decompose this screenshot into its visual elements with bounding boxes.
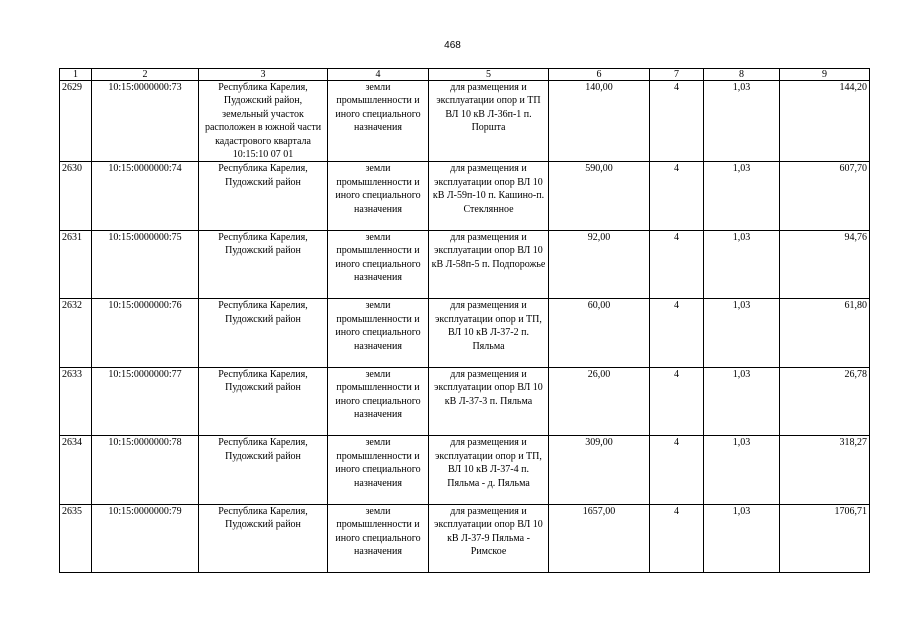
cadastral-number-cell: 10:15:0000000:77 xyxy=(92,367,199,436)
table-row xyxy=(60,367,870,436)
value-cell: 4 xyxy=(650,504,704,573)
value-cell: 4 xyxy=(650,230,704,299)
coefficient-cell: 1,03 xyxy=(704,367,780,436)
table-row xyxy=(60,299,870,368)
column-header: 6 xyxy=(549,69,650,81)
location-cell: Республика Карелия, Пудожский район, земельный участок расположен в южной части кадастрового квартала 10:15:10 07 01 xyxy=(199,81,328,162)
value-cell: 4 xyxy=(650,436,704,505)
row-number-cell: 2633 xyxy=(60,367,92,436)
table-row xyxy=(60,162,870,231)
table-row xyxy=(60,81,870,162)
total-cell: 318,27 xyxy=(780,436,870,505)
permitted-use-cell: для размещения и эксплуатации опор и ТП, ВЛ 10 кВ Л-37-4 п. Пяльма - д. Пяльма xyxy=(429,436,549,505)
cadastral-number-cell: 10:15:0000000:79 xyxy=(92,504,199,573)
permitted-use-cell: для размещения и эксплуатации опор ВЛ 10 кВ Л-59п-10 п. Кашино-п. Стеклянное xyxy=(429,162,549,231)
total-cell: 607,70 xyxy=(780,162,870,231)
coefficient-cell: 1,03 xyxy=(704,162,780,231)
value-cell: 4 xyxy=(650,299,704,368)
column-header: 9 xyxy=(780,69,870,81)
total-cell: 26,78 xyxy=(780,367,870,436)
row-number-cell: 2632 xyxy=(60,299,92,368)
coefficient-cell: 1,03 xyxy=(704,230,780,299)
land-registry-table xyxy=(59,68,870,573)
value-cell: 4 xyxy=(650,367,704,436)
total-cell: 144,20 xyxy=(780,81,870,162)
land-category-cell: земли промышленности и иного специального назначения xyxy=(328,299,429,368)
value-cell: 4 xyxy=(650,162,704,231)
value-cell: 590,00 xyxy=(549,162,650,231)
cadastral-number-cell: 10:15:0000000:75 xyxy=(92,230,199,299)
land-category-cell: земли промышленности и иного специального назначения xyxy=(328,436,429,505)
value-cell: 4 xyxy=(650,81,704,162)
value-cell: 60,00 xyxy=(549,299,650,368)
column-header: 1 xyxy=(60,69,92,81)
location-cell: Республика Карелия, Пудожский район xyxy=(199,299,328,368)
table-row xyxy=(60,230,870,299)
value-cell: 140,00 xyxy=(549,81,650,162)
value-cell: 309,00 xyxy=(549,436,650,505)
table-row xyxy=(60,504,870,573)
total-cell: 94,76 xyxy=(780,230,870,299)
land-category-cell: земли промышленности и иного специального назначения xyxy=(328,504,429,573)
header-row xyxy=(60,69,870,81)
permitted-use-cell: для размещения и эксплуатации опор ВЛ 10 кВ Л-58п-5 п. Подпорожье xyxy=(429,230,549,299)
permitted-use-cell: для размещения и эксплуатации опор ВЛ 10 кВ Л-37-3 п. Пяльма xyxy=(429,367,549,436)
column-header: 3 xyxy=(199,69,328,81)
land-category-cell: земли промышленности и иного специального назначения xyxy=(328,81,429,162)
location-cell: Республика Карелия, Пудожский район xyxy=(199,367,328,436)
row-number-cell: 2634 xyxy=(60,436,92,505)
row-number-cell: 2629 xyxy=(60,81,92,162)
page-number: 468 xyxy=(444,40,461,51)
coefficient-cell: 1,03 xyxy=(704,81,780,162)
cadastral-number-cell: 10:15:0000000:74 xyxy=(92,162,199,231)
cadastral-number-cell: 10:15:0000000:78 xyxy=(92,436,199,505)
permitted-use-cell: для размещения и эксплуатации опор и ТП ВЛ 10 кВ Л-36п-1 п. Поршта xyxy=(429,81,549,162)
column-header: 8 xyxy=(704,69,780,81)
land-category-cell: земли промышленности и иного специального назначения xyxy=(328,367,429,436)
permitted-use-cell: для размещения и эксплуатации опор и ТП, ВЛ 10 кВ Л-37-2 п. Пяльма xyxy=(429,299,549,368)
permitted-use-cell: для размещения и эксплуатации опор ВЛ 10 кВ Л-37-9 Пяльма - Римское xyxy=(429,504,549,573)
total-cell: 61,80 xyxy=(780,299,870,368)
column-header: 7 xyxy=(650,69,704,81)
location-cell: Республика Карелия, Пудожский район xyxy=(199,230,328,299)
total-cell: 1706,71 xyxy=(780,504,870,573)
location-cell: Республика Карелия, Пудожский район xyxy=(199,504,328,573)
land-category-cell: земли промышленности и иного специального назначения xyxy=(328,230,429,299)
table-row xyxy=(60,436,870,505)
land-category-cell: земли промышленности и иного специального назначения xyxy=(328,162,429,231)
row-number-cell: 2631 xyxy=(60,230,92,299)
coefficient-cell: 1,03 xyxy=(704,436,780,505)
cadastral-number-cell: 10:15:0000000:73 xyxy=(92,81,199,162)
column-header: 5 xyxy=(429,69,549,81)
coefficient-cell: 1,03 xyxy=(704,299,780,368)
value-cell: 92,00 xyxy=(549,230,650,299)
value-cell: 1657,00 xyxy=(549,504,650,573)
cadastral-number-cell: 10:15:0000000:76 xyxy=(92,299,199,368)
location-cell: Республика Карелия, Пудожский район xyxy=(199,436,328,505)
value-cell: 26,00 xyxy=(549,367,650,436)
column-header: 4 xyxy=(328,69,429,81)
location-cell: Республика Карелия, Пудожский район xyxy=(199,162,328,231)
column-header: 2 xyxy=(92,69,199,81)
row-number-cell: 2630 xyxy=(60,162,92,231)
row-number-cell: 2635 xyxy=(60,504,92,573)
coefficient-cell: 1,03 xyxy=(704,504,780,573)
